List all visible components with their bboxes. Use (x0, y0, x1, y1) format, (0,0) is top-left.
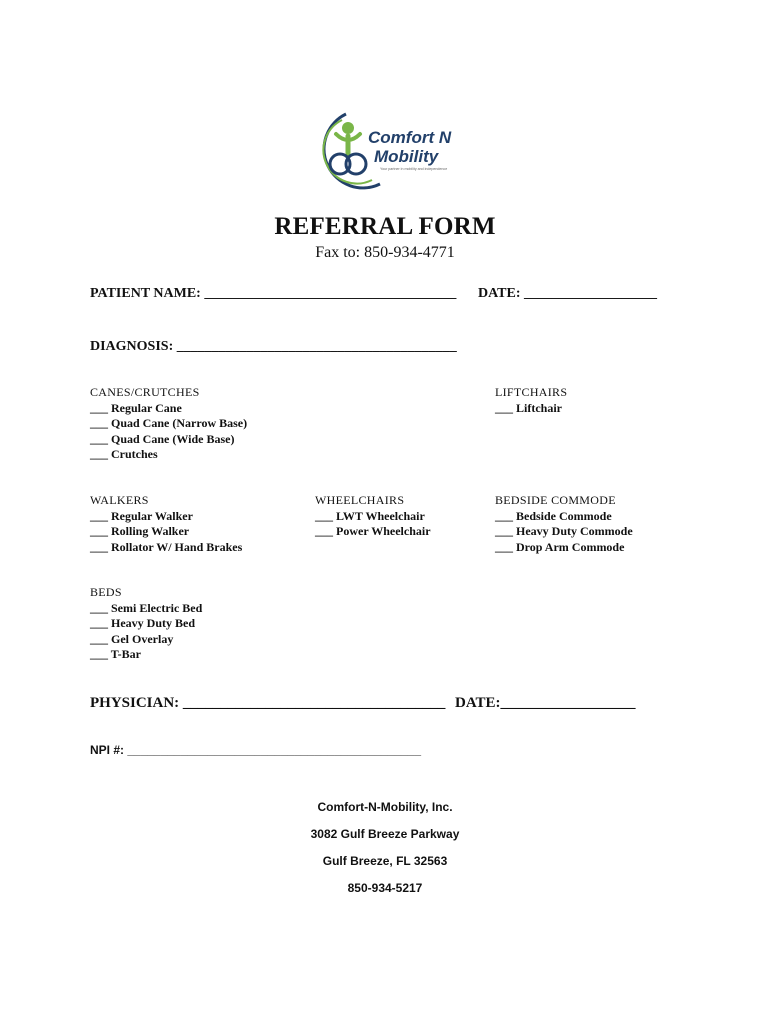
comfort-n-mobility-logo (302, 106, 452, 192)
checkbox-item[interactable]: ___ Crutches (90, 447, 158, 462)
section-heading: WALKERS (90, 493, 149, 507)
section-heading: LIFTCHAIRS (495, 385, 568, 399)
checkbox-item[interactable]: ___ Heavy Duty Commode (495, 524, 633, 539)
beds-section (90, 585, 202, 663)
fax-number: Fax to: 850-934-4771 (315, 244, 455, 261)
svg-text:Your partner in mobility and i: Your partner in mobility and independence (380, 167, 448, 171)
canes-crutches-section (90, 385, 247, 463)
section-heading: BEDS (90, 585, 122, 599)
svg-text:Mobility: Mobility (374, 147, 439, 166)
walkers-section (90, 493, 242, 555)
company-street: 3082 Gulf Breeze Parkway (310, 827, 460, 841)
checkbox-item[interactable]: ___ Rollator W/ Hand Brakes (90, 539, 243, 554)
checkbox-item[interactable]: ___ Gel Overlay (90, 631, 174, 646)
section-heading: BEDSIDE COMMODE (495, 493, 616, 507)
liftchairs-section (495, 385, 567, 416)
checkbox-item[interactable]: ___ Quad Cane (Wide Base) (90, 431, 235, 446)
section-heading: WHEELCHAIRS (315, 493, 405, 507)
checkbox-item[interactable]: ___ Semi Electric Bed (90, 600, 203, 615)
svg-text:Comfort N: Comfort N (368, 128, 452, 147)
patient-date-field[interactable]: DATE: ___________________ (478, 286, 658, 301)
npi-field[interactable]: NPI #: ____________________________________________ (90, 743, 421, 757)
physician-field[interactable]: PHYSICIAN: ___________________________________ (90, 695, 446, 711)
checkbox-item[interactable]: ___ Power Wheelchair (315, 524, 431, 539)
section-heading: CANES/CRUTCHES (90, 385, 200, 399)
checkbox-item[interactable]: ___ Heavy Duty Bed (90, 616, 195, 631)
form-title: REFERRAL FORM (274, 213, 496, 240)
checkbox-item[interactable]: ___ LWT Wheelchair (315, 508, 425, 523)
checkbox-item[interactable]: ___ Regular Cane (90, 400, 182, 415)
bedside-commode-section (495, 493, 633, 555)
checkbox-item[interactable]: ___ T-Bar (90, 647, 142, 662)
wheelchairs-section (315, 493, 431, 540)
company-city: Gulf Breeze, FL 32563 (322, 854, 448, 868)
checkbox-item[interactable]: ___ Rolling Walker (90, 524, 190, 539)
patient-name-field[interactable]: PATIENT NAME: ____________________________________ (90, 286, 457, 301)
physician-date-field[interactable]: DATE:__________________ (455, 695, 636, 711)
diagnosis-field[interactable]: DIAGNOSIS: ________________________________________ (90, 339, 457, 354)
checkbox-item[interactable]: ___ Regular Walker (90, 508, 193, 523)
company-name: Comfort-N-Mobility, Inc. (317, 800, 453, 814)
checkbox-item[interactable]: ___ Drop Arm Commode (495, 539, 625, 554)
checkbox-item[interactable]: ___ Quad Cane (Narrow Base) (90, 416, 248, 431)
checkbox-item[interactable]: ___ Bedside Commode (495, 508, 612, 523)
checkbox-item[interactable]: ___ Liftchair (495, 400, 562, 415)
company-phone: 850-934-5217 (347, 881, 423, 895)
